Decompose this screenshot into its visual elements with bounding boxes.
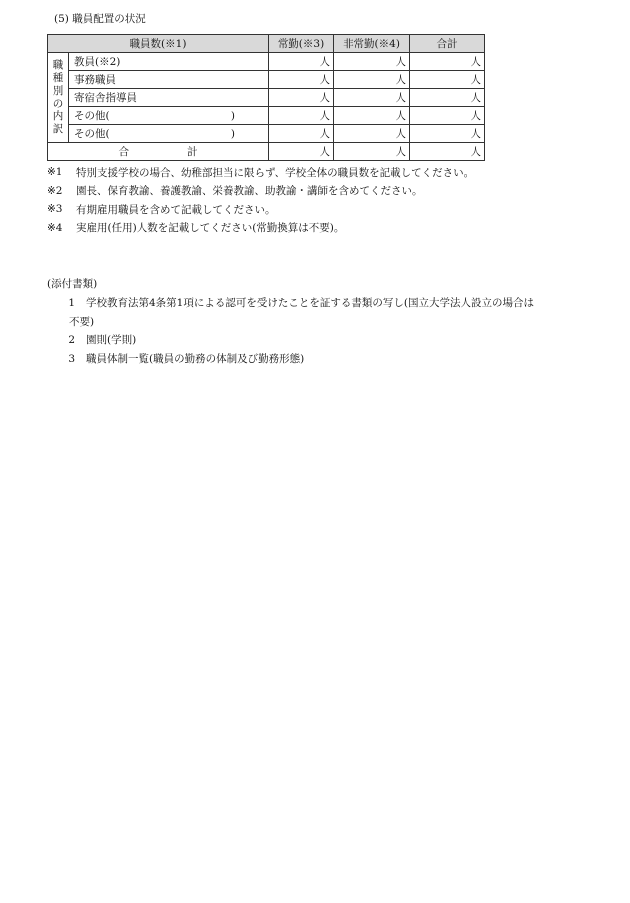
category-char: 内 — [52, 110, 64, 123]
parttime-office-unit: 人 — [334, 71, 410, 89]
header-staff-count: 職員数(※1) — [48, 35, 269, 53]
note-mark: ※4 — [47, 221, 63, 234]
attachment-text-continued: 不要) — [69, 315, 95, 328]
note-text: 実雇用(任用)人数を記載してください(常勤換算は不要)。 — [76, 222, 345, 235]
other-1-close: ) — [230, 109, 235, 122]
category-label — [48, 53, 69, 143]
grand-total-unit: 人 — [410, 143, 485, 161]
total-other1-unit: 人 — [410, 107, 485, 125]
total-row-label — [48, 143, 269, 161]
staff-table — [47, 34, 485, 161]
parttime-teachers-unit: 人 — [334, 53, 410, 71]
attachment-item — [47, 350, 606, 369]
note-mark: ※2 — [47, 184, 63, 197]
table-row — [48, 53, 485, 71]
header-parttime: 非常勤(※4) — [334, 35, 410, 53]
note-text: 園長、保育教諭、養護教諭、栄養教諭、助教諭・講師を含めてください。 — [76, 185, 423, 198]
total-label-left: 合 — [118, 145, 129, 158]
attachment-number: 1 — [68, 297, 75, 309]
attachments-list — [47, 294, 606, 368]
fulltime-other1-unit: 人 — [269, 107, 334, 125]
total-label-right: 計 — [187, 145, 198, 158]
total-dorm-unit: 人 — [410, 89, 485, 107]
note-text: 有期雇用職員を含めて記載してください。 — [76, 203, 276, 216]
note-item — [47, 163, 474, 182]
table-total-row — [48, 143, 485, 161]
table-row — [48, 71, 485, 89]
attachment-text: 学校教育法第4条第1項による認可を受けたことを証する書類の写し(国立大学法人設立の場合は — [86, 297, 534, 309]
header-total: 合計 — [410, 35, 485, 53]
total-other2-unit: 人 — [410, 125, 485, 143]
parttime-other1-unit: 人 — [334, 107, 410, 125]
parttime-total-unit: 人 — [334, 143, 410, 161]
fulltime-other2-unit: 人 — [269, 125, 334, 143]
row-label-office-staff: 事務職員 — [69, 71, 269, 89]
fulltime-teachers-unit: 人 — [269, 53, 334, 71]
category-char: の — [52, 97, 64, 110]
category-char: 訳 — [52, 123, 64, 136]
table-row — [48, 107, 485, 125]
note-item — [47, 200, 474, 219]
table-row — [48, 89, 485, 107]
row-label-dorm-instructors: 寄宿舎指導員 — [69, 89, 269, 107]
fulltime-dorm-unit: 人 — [269, 89, 334, 107]
fulltime-total-unit: 人 — [269, 143, 334, 161]
table-header-row — [48, 35, 485, 53]
category-char: 別 — [52, 84, 64, 97]
table-row — [48, 125, 485, 143]
category-char: 種 — [52, 71, 64, 84]
other-2-close: ) — [230, 127, 235, 140]
fulltime-office-unit: 人 — [269, 71, 334, 89]
total-teachers-unit: 人 — [410, 53, 485, 71]
note-mark: ※3 — [47, 203, 63, 216]
attachment-text: 園則(学則) — [86, 334, 137, 346]
attachment-continuation — [47, 313, 606, 332]
note-mark: ※1 — [47, 166, 63, 179]
other-2-open: その他( — [74, 127, 110, 140]
parttime-dorm-unit: 人 — [334, 89, 410, 107]
row-label-other-1 — [69, 107, 269, 125]
note-item — [47, 182, 474, 201]
notes-list — [47, 163, 474, 237]
attachments-heading — [47, 276, 97, 294]
row-label-teachers: 教員(※2) — [69, 53, 269, 71]
attachment-text: 職員体制一覧(職員の勤務の体制及び勤務形態) — [86, 352, 305, 365]
section-title: (5) 職員配置の状況 — [54, 13, 146, 25]
header-fulltime: 常勤(※3) — [269, 35, 334, 53]
attachment-item — [47, 331, 606, 350]
total-office-unit: 人 — [410, 71, 485, 89]
attachment-item — [47, 294, 606, 313]
parttime-other2-unit: 人 — [334, 125, 410, 143]
attachment-number: 2 — [68, 334, 75, 346]
row-label-other-2 — [69, 125, 269, 143]
other-1-open: その他( — [74, 109, 110, 122]
attachment-number: 3 — [68, 352, 75, 365]
note-item — [47, 219, 474, 238]
attachments-title: (添付書類) — [47, 278, 98, 290]
category-char: 職 — [52, 59, 64, 72]
note-text: 特別支援学校の場合、幼稚部担当に限らず、学校全体の職員数を記載してください。 — [76, 166, 475, 179]
